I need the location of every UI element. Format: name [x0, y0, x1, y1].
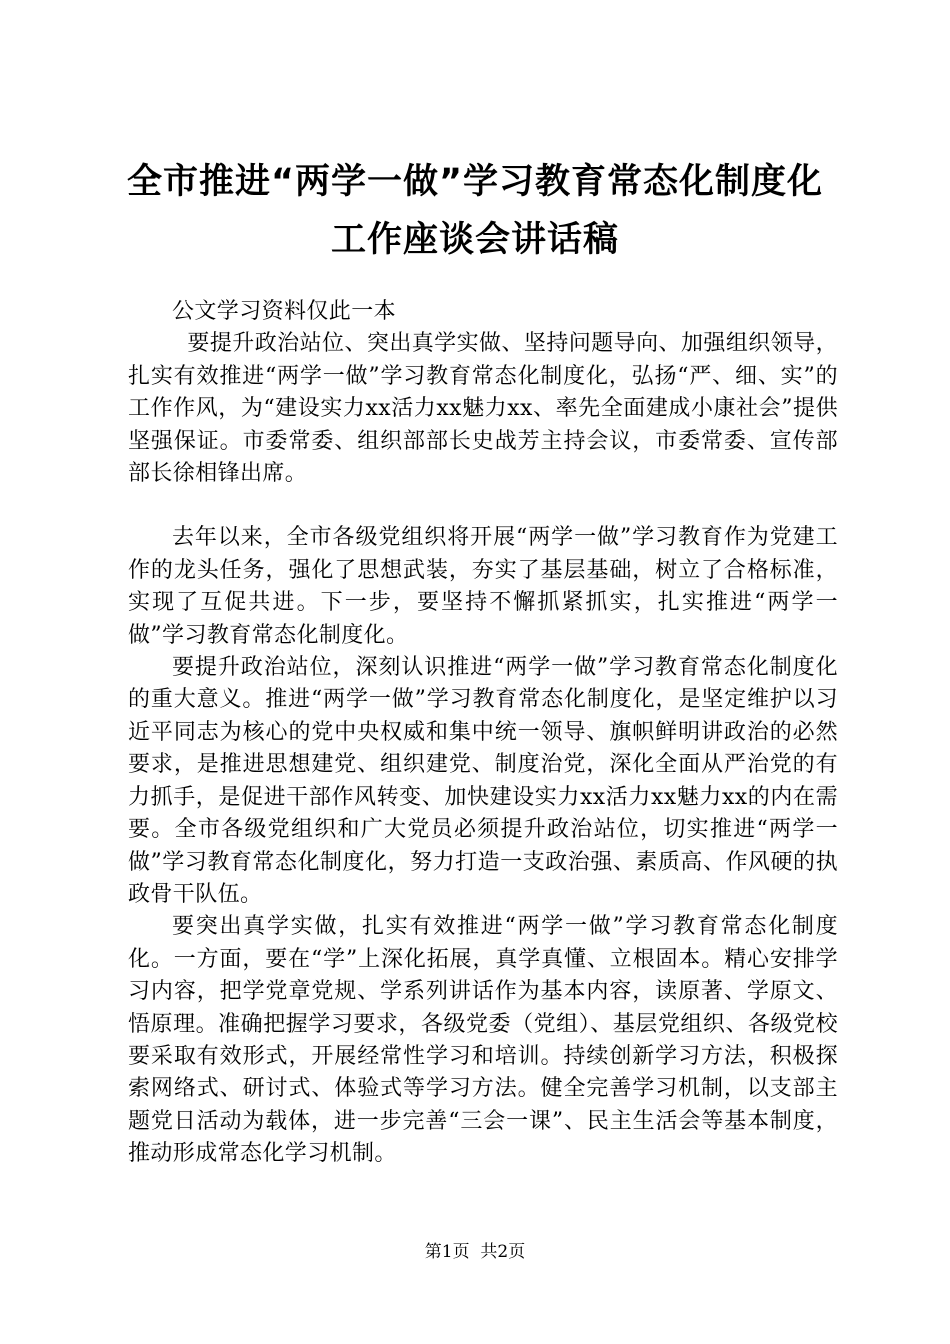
- paragraph-gap: [128, 490, 838, 522]
- document-body: [128, 296, 838, 1171]
- document-title-line-1: 全市推进“两学一做”学习教育常态化制度化: [126, 162, 823, 202]
- paragraph-4: 要突出真学实做，扎实有效推进“两学一做”学习教育常态化制度化。一方面，要在“学”上深化拓展，真学真懂、立根固本。精心安排学习内容，把学党章党规、学系列讲话作为基本内容，读原著、学原文、悟原理。准确把握学习要求，各级党委（党组）、基层党组织、各级党校要采取有效形式，开展经常性学习和培训。持续创新学习方法，积极探索网络式、研讨式、体验式等学习方法。健全完善学习机制，以支部主题党日活动为载体，进一步完善“三会一课”、民主生活会等基本制度，推动形成常态化学习机制。: [128, 914, 838, 1167]
- paragraph-3: 要提升政治站位，深刻认识推进“两学一做”学习教育常态化制度化的重大意义。推进“两学一做”学习教育常态化制度化，是坚定维护以习近平同志为核心的党中央权威和集中统一领导、旗帜鲜明讲政治的必然要求，是推进思想建党、组织建党、制度治党，深化全面从严治党的有力抓手，是促进干部作风转变、加快建设实力xx活力xx魅力xx的内在需要。全市各级党组织和广大党员必须提升政治站位，切实推进“两学一做”学习教育常态化制度化，努力打造一支政治强、素质高、作风硬的执政骨干队伍。: [128, 655, 838, 907]
- paragraph-1: 要提升政治站位、突出真学实做、坚持问题导向、加强组织领导，扎实有效推进“两学一做”学习教育常态化制度化，弘扬“严、细、实”的工作作风，为“建设实力xx活力xx魅力xx、率先全面建成小康社会”提供坚强保证。市委常委、组织部部长史战芳主持会议，市委常委、宣传部部长徐相锋出席。: [128, 331, 838, 487]
- paragraph-2: 去年以来，全市各级党组织将开展“两学一做”学习教育作为党建工作的龙头任务，强化了思想武装，夯实了基层基础，树立了合格标准，实现了互促共进。下一步，要坚持不懈抓紧抓实，扎实推进“两学一做”学习教育常态化制度化。: [128, 525, 838, 648]
- page-footer: [0, 1240, 950, 1264]
- document-title-line-2: 工作座谈会讲话稿: [330, 220, 619, 260]
- page-number-label: 第1页 共2页: [424, 1242, 526, 1262]
- source-note: 公文学习资料仅此一本: [172, 299, 397, 324]
